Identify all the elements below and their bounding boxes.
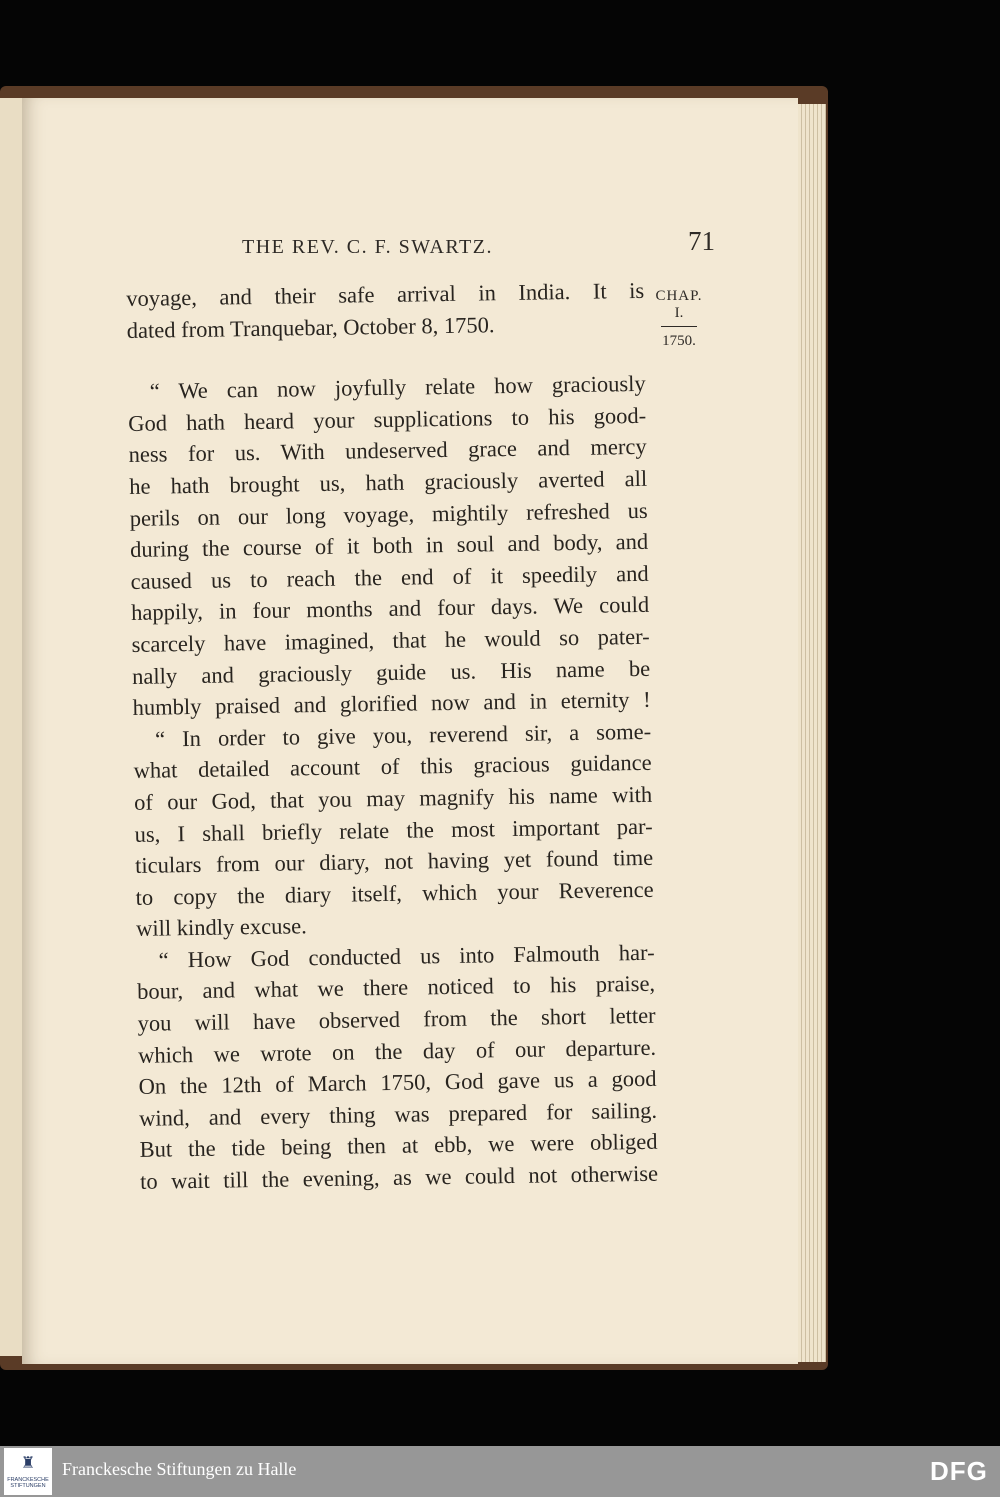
text-line: which we wrote on the day of our departure. <box>137 1034 657 1068</box>
page-number: 71 <box>688 226 715 256</box>
text-line: scarcely have imagined, that he would so pater- <box>131 623 650 657</box>
text-line: “ How God conducted us into Falmouth har- <box>158 939 655 973</box>
margin-chap: CHAP. <box>655 288 703 304</box>
text-line: perils on our long voyage, mightily refreshed us <box>129 497 648 531</box>
text-line: But the tide being then at ebb, we were obliged <box>139 1129 658 1163</box>
text-line: ness for us. With undeserved grace and mercy <box>128 434 647 468</box>
building-icon: ♜ <box>20 1455 36 1472</box>
text-line: what detailed account of this gracious guidance <box>133 750 652 784</box>
text-line: nally and graciously guide us. His name be <box>131 655 651 689</box>
text-line: “ We can now joyfully relate how graciously <box>149 371 646 404</box>
text-line: happily, in four months and four days. We could <box>130 592 650 626</box>
text-line: humbly praised and glorified now and in eternity ! <box>132 686 651 721</box>
text-line: you will have observed from the short letter <box>137 1002 656 1036</box>
text-line: God hath heard your supplications to his good- <box>128 402 647 436</box>
text-line: to copy the diary itself, which your Reverence <box>135 876 654 910</box>
text-line: will kindly excuse. <box>135 913 307 942</box>
text-line: dated from Tranquebar, October 8, 1750. <box>126 311 495 343</box>
logo-text: FRANCKESCHE STIFTUNGEN <box>7 1477 49 1489</box>
institution-logo <box>4 1448 52 1495</box>
text-line: he hath brought us, hath graciously averted all <box>128 465 648 499</box>
margin-note <box>648 288 710 350</box>
text-line: ticulars from our diary, not having yet found time <box>134 844 654 879</box>
institution-name: Franckesche Stiftungen zu Halle <box>62 1459 297 1479</box>
text-line: On the 12th of March 1750, God gave us a good <box>138 1066 657 1100</box>
viewer-footer <box>0 1446 1000 1497</box>
text-line: of our God, that you may magnify his name with <box>133 781 653 815</box>
margin-year: 1750. <box>662 333 696 349</box>
text-line: “ In order to give you, reverend sir, a some- <box>154 718 652 752</box>
text-line: during the course of it both in soul and body, and <box>129 528 649 563</box>
text-line: to wait till the evening, as we could not otherwise <box>139 1160 659 1194</box>
text-line: us, I shall briefly relate the most important par- <box>134 813 653 847</box>
running-head: THE REV. C. F. SWARTZ. <box>242 236 493 258</box>
text-line: voyage, and their safe arrival in India. It is <box>126 277 645 311</box>
margin-rule <box>661 326 697 327</box>
facing-page-edge <box>0 98 24 1356</box>
text-line: bour, and what we there noticed to his praise, <box>136 971 656 1005</box>
dfg-logo: DFG <box>930 1456 988 1486</box>
text-line: caused us to reach the end of it speedily and <box>130 560 649 594</box>
margin-chap-number: I. <box>674 305 684 321</box>
body-text <box>126 275 658 1198</box>
text-line: wind, and every thing was prepared for sailing. <box>138 1097 658 1131</box>
